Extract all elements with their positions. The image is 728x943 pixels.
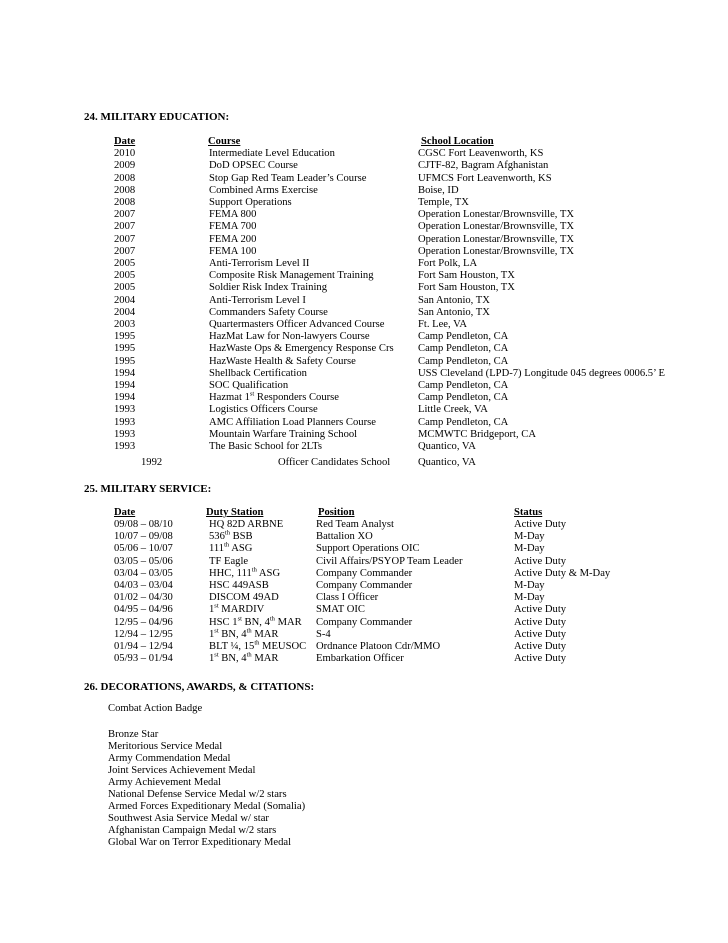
table-row [0, 653, 728, 665]
service-station: HHC, 111th ASG [209, 566, 281, 579]
education-course: Logistics Officers Course [209, 404, 318, 416]
table-row [0, 519, 728, 531]
service-position: Battalion XO [316, 531, 373, 543]
education-location: Camp Pendleton, CA [418, 392, 509, 404]
service-status: M-Day [514, 580, 545, 591]
service-position: Red Team Analyst [316, 519, 394, 530]
award-item: Armed Forces Expeditionary Medal (Somalia) [108, 801, 306, 812]
education-location: San Antonio, TX [418, 294, 490, 306]
table-row [0, 556, 728, 568]
service-header-row [0, 507, 728, 519]
education-date: 2004 [114, 294, 136, 306]
award-item: Meritorious Service Medal [108, 741, 223, 752]
service-station: HSC 1st BN, 4th MAR [209, 615, 302, 628]
service-position: Class I Officer [316, 592, 379, 604]
education-location: Ft. Lee, VA [418, 319, 468, 330]
ordinal-suffix: th [251, 566, 257, 574]
education-location: Camp Pendleton, CA [418, 380, 509, 391]
education-location: Quantico, VA [418, 457, 476, 468]
table-row [0, 185, 728, 197]
table-row [0, 568, 728, 580]
education-title: 24. MILITARY EDUCATION: [84, 111, 230, 123]
award-item: Afghanistan Campaign Medal w/2 stars [108, 825, 277, 836]
service-status: M-Day [514, 543, 545, 555]
education-location: UFMCS Fort Leavenworth, KS [418, 172, 552, 184]
education-date: 2003 [114, 319, 136, 330]
service-position: Civil Affairs/PSYOP Team Leader [316, 555, 463, 567]
education-location: Camp Pendleton, CA [418, 355, 509, 367]
education-date: 1994 [114, 380, 136, 391]
award-item: Global War on Terror Expeditionary Medal [108, 837, 292, 848]
service-status: Active Duty [514, 604, 567, 616]
education-date: 2009 [114, 160, 136, 172]
table-row [0, 531, 728, 543]
education-location: CGSC Fort Leavenworth, KS [418, 148, 544, 160]
service-date: 12/95 – 04/96 [114, 616, 173, 628]
education-date: 1995 [114, 343, 136, 355]
education-date: 1995 [114, 355, 136, 367]
service-date: 03/04 – 03/05 [114, 567, 173, 579]
education-location: Fort Polk, LA [418, 258, 478, 269]
table-row [0, 307, 728, 319]
education-course: DoD OPSEC Course [209, 160, 298, 172]
education-last-row [0, 457, 728, 469]
service-status: Active Duty [514, 555, 567, 567]
education-course: Combined Arms Exercise [209, 184, 318, 196]
service-station: 111th ASG [209, 541, 253, 555]
education-date-header: Date [114, 136, 136, 147]
table-row [0, 331, 728, 343]
ordinal-suffix: th [269, 615, 275, 623]
education-location: Operation Lonestar/Brownsville, TX [418, 209, 575, 221]
table-row [0, 246, 728, 258]
service-date: 01/02 – 04/30 [114, 592, 173, 604]
ordinal-suffix: th [224, 541, 230, 549]
table-row [0, 368, 728, 380]
award-item: Army Commendation Medal [108, 753, 231, 764]
ordinal-suffix: st [214, 627, 219, 635]
award-item: National Defense Service Medal w/2 stars [108, 789, 287, 800]
table-row [0, 580, 728, 592]
service-title: 25. MILITARY SERVICE: [84, 483, 212, 495]
service-date: 04/03 – 03/04 [114, 580, 173, 591]
table-row [0, 270, 728, 282]
service-date: 01/94 – 12/94 [114, 641, 173, 652]
table-row [0, 173, 728, 185]
education-date: 2008 [114, 184, 136, 196]
education-location: Little Creek, VA [418, 404, 488, 416]
education-date: 2005 [114, 282, 136, 294]
ordinal-suffix: th [246, 651, 252, 659]
service-position: Embarkation Officer [316, 653, 404, 665]
education-course: FEMA 100 [209, 245, 257, 257]
education-location: Operation Lonestar/Brownsville, TX [418, 245, 575, 257]
education-date: 1993 [114, 404, 136, 416]
education-location-header: School Location [421, 136, 494, 147]
table-row [0, 258, 728, 270]
education-date: 2010 [114, 148, 136, 160]
ordinal-suffix: th [254, 639, 260, 647]
service-status: Active Duty [514, 653, 567, 665]
table-row [0, 380, 728, 392]
service-date: 12/94 – 12/95 [114, 628, 173, 640]
education-course: The Basic School for 2LTs [209, 441, 323, 452]
awards-title: 26. DECORATIONS, AWARDS, & CITATIONS: [84, 681, 315, 693]
education-location: Quantico, VA [418, 441, 476, 452]
table-row [0, 160, 728, 172]
education-date: 1993 [114, 416, 136, 428]
table-row [0, 604, 728, 616]
service-status: M-Day [514, 531, 545, 543]
table-row [0, 543, 728, 555]
service-date-header: Date [114, 507, 136, 518]
ordinal-suffix: st [214, 651, 219, 659]
table-row [0, 356, 728, 368]
education-location: Camp Pendleton, CA [418, 331, 509, 343]
table-row [0, 629, 728, 641]
education-course: Commanders Safety Course [209, 306, 328, 318]
service-station: TF Eagle [209, 555, 249, 567]
education-course: Anti-Terrorism Level II [209, 258, 310, 269]
table-row [0, 441, 728, 453]
service-date: 09/08 – 08/10 [114, 519, 173, 530]
award-item: Army Achievement Medal [108, 777, 221, 788]
table-row [0, 617, 728, 629]
education-date: 2005 [114, 258, 136, 269]
table-row [0, 234, 728, 246]
service-position: S-4 [316, 628, 331, 640]
education-date: 1995 [114, 331, 136, 343]
education-date: 1992 [141, 457, 163, 468]
education-location: Fort Sam Houston, TX [418, 270, 515, 282]
education-course: FEMA 700 [209, 221, 257, 233]
service-status: M-Day [514, 592, 545, 604]
education-location: Temple, TX [418, 197, 469, 208]
table-row [0, 404, 728, 416]
education-course: Quartermasters Officer Advanced Course [209, 319, 385, 330]
service-station: DISCOM 49AD [209, 592, 279, 604]
service-date: 04/95 – 04/96 [114, 604, 173, 616]
service-status: Active Duty [514, 641, 567, 652]
ordinal-suffix: th [224, 529, 230, 537]
education-header-row [0, 136, 728, 148]
service-station: HSC 449ASB [209, 580, 269, 591]
education-course: HazWaste Health & Safety Course [209, 355, 356, 367]
service-position: Company Commander [316, 567, 413, 579]
service-status: Active Duty [514, 616, 567, 628]
service-position: Company Commander [316, 616, 413, 628]
education-course: Soldier Risk Index Training [209, 282, 328, 294]
service-station-header: Duty Station [206, 507, 264, 518]
education-course: Support Operations [209, 197, 292, 208]
education-date: 1994 [114, 367, 136, 379]
service-position: Support Operations OIC [316, 543, 420, 555]
service-date: 05/06 – 10/07 [114, 543, 173, 555]
education-course: Mountain Warfare Training School [209, 428, 358, 440]
education-course: Intermediate Level Education [209, 148, 335, 160]
table-row [0, 295, 728, 307]
education-course: Anti-Terrorism Level I [209, 294, 306, 306]
education-date: 1993 [114, 441, 136, 452]
education-location: Boise, ID [418, 184, 459, 196]
education-location: Camp Pendleton, CA [418, 416, 509, 428]
ordinal-suffix: st [214, 602, 219, 610]
service-station: 536th BSB [209, 529, 253, 543]
education-date: 2008 [114, 197, 136, 208]
service-date: 05/93 – 01/94 [114, 653, 173, 665]
table-row [0, 343, 728, 355]
service-position: Company Commander [316, 580, 413, 591]
ordinal-suffix: st [237, 615, 242, 623]
table-row [0, 417, 728, 429]
education-course: Composite Risk Management Training [209, 270, 374, 282]
education-course: Officer Candidates School [278, 457, 391, 468]
education-date: 2007 [114, 245, 136, 257]
education-location: Operation Lonestar/Brownsville, TX [418, 221, 575, 233]
service-station: 1st BN, 4th MAR [209, 627, 279, 640]
service-status: Active Duty [514, 519, 567, 530]
service-station: 1st BN, 4th MAR [209, 651, 279, 665]
ordinal-suffix: st [249, 390, 255, 398]
ordinal-suffix: th [246, 627, 252, 635]
table-row [0, 282, 728, 294]
service-date: 03/05 – 05/06 [114, 555, 173, 567]
table-row [0, 319, 728, 331]
education-course: HazMat Law for Non-lawyers Course [209, 331, 370, 343]
education-course: Hazmat 1st Responders Course [209, 390, 339, 404]
service-position: Ordnance Platoon Cdr/MMO [316, 641, 441, 652]
education-date: 2007 [114, 221, 136, 233]
education-course: Stop Gap Red Team Leader’s Course [209, 172, 367, 184]
education-course: FEMA 800 [209, 209, 257, 221]
education-date: 1993 [114, 428, 136, 440]
service-station: 1st MARDIV [209, 602, 265, 616]
education-location: CJTF-82, Bagram Afghanistan [418, 160, 549, 172]
education-location: Fort Sam Houston, TX [418, 282, 515, 294]
table-row [0, 209, 728, 221]
education-location: San Antonio, TX [418, 306, 490, 318]
table-row [0, 197, 728, 209]
service-position-header: Position [318, 507, 355, 518]
education-date: 2007 [114, 233, 136, 245]
service-status: Active Duty & M-Day [514, 567, 611, 579]
service-date: 10/07 – 09/08 [114, 531, 173, 543]
table-row [0, 221, 728, 233]
service-position: SMAT OIC [316, 604, 365, 616]
award-item: Joint Services Achievement Medal [108, 765, 256, 776]
education-course: SOC Qualification [209, 380, 289, 391]
education-course-header: Course [208, 136, 241, 147]
table-row [0, 392, 728, 404]
service-station: HQ 82D ARBNE [209, 519, 284, 530]
education-course: AMC Affiliation Load Planners Course [209, 416, 376, 428]
education-location: MCMWTC Bridgeport, CA [418, 428, 537, 440]
service-station: BLT ¼, 15th MEUSOC [209, 639, 307, 652]
award-combat-action-badge: Combat Action Badge [108, 703, 203, 714]
education-date: 2004 [114, 306, 136, 318]
education-location: USS Cleveland (LPD-7) Longitude 045 degrees 0006.5’ E [418, 367, 665, 379]
table-row [0, 641, 728, 653]
education-date: 2007 [114, 209, 136, 221]
education-location: Operation Lonestar/Brownsville, TX [418, 233, 575, 245]
education-course: HazWaste Ops & Emergency Response Crs [209, 343, 394, 355]
service-status-header: Status [514, 507, 543, 518]
table-row [0, 429, 728, 441]
award-item: Bronze Star [108, 729, 159, 740]
education-date: 1994 [114, 392, 136, 404]
education-location: Camp Pendleton, CA [418, 343, 509, 355]
award-item: Southwest Asia Service Medal w/ star [108, 813, 269, 824]
education-date: 2008 [114, 172, 136, 184]
education-date: 2005 [114, 270, 136, 282]
education-course: FEMA 200 [209, 233, 257, 245]
service-status: Active Duty [514, 628, 567, 640]
education-course: Shellback Certification [209, 367, 307, 379]
table-row [0, 592, 728, 604]
table-row [0, 148, 728, 160]
